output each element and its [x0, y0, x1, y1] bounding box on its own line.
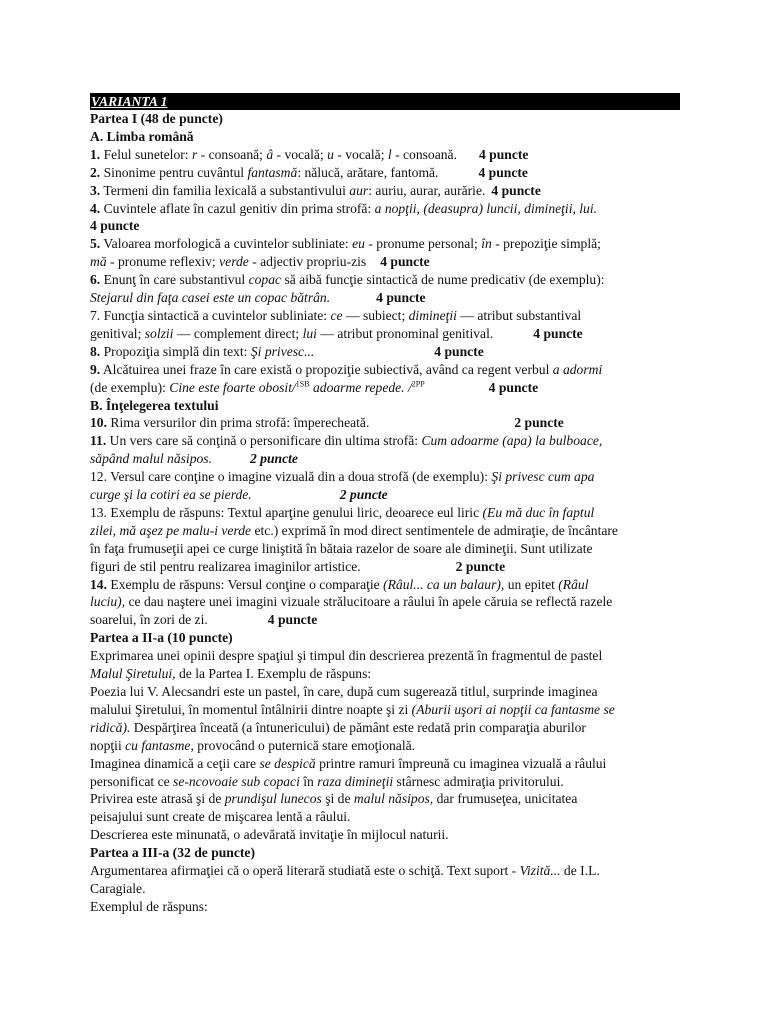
item-10	[90, 414, 680, 432]
item-term: în	[481, 236, 492, 252]
item-number: 8.	[90, 343, 101, 359]
part3-line: Exemplul de răspuns:	[90, 898, 208, 914]
item-term: curge şi la cotiri ea se pierde.	[90, 487, 252, 503]
item-text: Enunţ în care substantivul	[100, 272, 249, 288]
part2-text: provocând o puternică stare emoţională.	[193, 737, 416, 753]
item-4	[90, 200, 680, 218]
part2-text: dar frumuseţea, unicitatea	[433, 791, 578, 807]
item-8	[90, 343, 680, 361]
item-points: 2 puncte	[339, 487, 388, 503]
item-text: Exemplu de răspuns: Versul conţine o comparaţie	[107, 576, 384, 592]
item-term: l	[387, 146, 392, 162]
item-text: - pronume reflexiv;	[106, 254, 220, 270]
item-text: Un vers care să conţină o personificare din ultima strofă:	[106, 433, 422, 449]
part2-line: peisajului sunt create de mişcarea lentă a râului.	[90, 809, 351, 825]
item-term: u	[327, 146, 334, 162]
item-text: 13. Exemplu de răspuns: Textul aparţine genului liric, deoarece eul liric	[90, 504, 483, 520]
item-term: Cum adoarme (apa) la bulboace,	[421, 433, 603, 449]
item-term: săpând malul năsipos.	[90, 451, 212, 467]
item-term: ce	[330, 307, 343, 323]
item-text: 7. Funcţia sintactică a cuvintelor subliniate:	[90, 307, 331, 323]
item-7	[90, 307, 680, 325]
item-points: 4 puncte	[90, 218, 140, 234]
item-9-cont	[90, 379, 680, 397]
part2-line	[90, 755, 680, 773]
item-14	[90, 576, 680, 594]
part2-line: Descrierea este minunată, o adevărată invitaţie în mijlocul naturii.	[90, 827, 449, 843]
part1-title: Partea I (48 de puncte)	[90, 111, 223, 126]
part2-title: Partea a II-a (10 puncte)	[90, 630, 233, 646]
item-points: 4 puncte	[434, 343, 484, 359]
item-points: 4 puncte	[533, 325, 583, 341]
part2-text: şi de	[321, 791, 354, 807]
part2-line	[90, 737, 680, 755]
item-points: 2 puncte	[455, 558, 506, 574]
part2-text: nopţii	[90, 737, 126, 753]
item-13	[90, 504, 680, 522]
part2-text: Privirea este atrasă şi de	[90, 791, 225, 807]
part2-text: printre ramuri împreună cu imaginea vizuală a râului	[315, 755, 607, 771]
item-number: 2.	[90, 164, 101, 180]
item-number: 11.	[90, 433, 107, 449]
item-example: Stejarul din faţa casei este un copac bătrân.	[90, 290, 331, 306]
part2-quote: se-ncovoaie sub copaci	[173, 773, 300, 789]
item-13-cont	[90, 522, 680, 540]
item-points: 4 puncte	[267, 612, 318, 628]
section-a-heading: A. Limba română	[90, 128, 194, 144]
part3-title: Partea a III-a (32 de puncte)	[90, 845, 255, 861]
item-term: copac	[248, 272, 282, 288]
work-title: Vizită...	[519, 863, 561, 879]
item-text: 12. Versul care conţine o imagine vizuală din a doua strofă (de exemplu):	[90, 469, 492, 485]
item-14-cont	[90, 593, 680, 611]
item-5	[90, 235, 680, 253]
item-text: - vocală;	[273, 146, 328, 162]
part3-line	[90, 862, 680, 880]
item-term: verde	[219, 254, 249, 270]
item-superscript: 1SB	[295, 379, 310, 389]
item-example: adoarme repede. /	[309, 379, 412, 395]
item-3	[90, 182, 680, 200]
part2-quote: se despică	[259, 755, 316, 771]
item-points: 2 puncte	[249, 451, 298, 467]
item-points: 4 puncte	[488, 379, 539, 395]
item-number: 6.	[90, 272, 101, 288]
item-term: eu	[352, 236, 365, 252]
item-text: — atribut substantival	[456, 307, 582, 323]
part3-line: Caragiale.	[90, 880, 146, 896]
item-term: (Eu mă duc în faptul	[482, 504, 595, 520]
item-text: Alcătuirea unei fraze în care există o propoziţie subiectivă, având ca regent verbul	[100, 361, 553, 377]
item-example: Cine este foarte obosit/	[169, 379, 296, 395]
item-1	[90, 146, 680, 164]
item-points: 4 puncte	[376, 290, 426, 306]
part2-text: personificat ce	[90, 773, 174, 789]
item-number: 4.	[90, 200, 101, 216]
part2-text: de la Partea I. Exemplu de răspuns:	[175, 666, 372, 682]
item-term: r	[191, 146, 198, 162]
item-term: fantasmă	[247, 164, 298, 180]
item-2	[90, 164, 680, 182]
item-text: Sinonime pentru cuvântul	[100, 164, 248, 180]
item-superscript: 2PP	[411, 379, 425, 389]
item-text: (de exemplu):	[90, 379, 170, 395]
item-term: luciu),	[90, 594, 126, 610]
item-text: — subiect;	[342, 307, 409, 323]
item-11	[90, 432, 680, 450]
item-points: 2 puncte	[514, 415, 564, 431]
part2-line: Exprimarea unei opinii despre spaţiul şi timpul din descrierea prezentă în fragmentul de pastel	[90, 648, 603, 664]
item-term: mă	[90, 254, 107, 270]
item-9	[90, 361, 680, 379]
item-term: dimineţii	[408, 307, 457, 323]
item-term: lui	[302, 325, 317, 341]
item-number: 14.	[90, 576, 107, 592]
item-text: Felul sunetelor:	[100, 146, 192, 162]
item-text: - pronume personal;	[364, 236, 482, 252]
part2-quote: raza dimineţii	[317, 773, 394, 789]
item-12	[90, 468, 680, 486]
part2-line: Poezia lui V. Alecsandri este un pastel, în care, după cum sugerează titlul, surprinde imaginea	[90, 684, 598, 699]
part2-text: Imaginea dinamică a ceţii care	[90, 755, 260, 771]
item-6	[90, 271, 680, 289]
item-text: - prepoziţie simplă;	[491, 236, 601, 252]
part2-quote: prundişul lunecos	[224, 791, 322, 807]
item-text: - adjectiv propriu-zis	[248, 254, 367, 270]
item-text: : auriu, aurar, aurărie.	[368, 182, 486, 198]
part3-text: de I.L.	[560, 863, 600, 879]
item-points: 4 puncte	[478, 164, 528, 180]
item-text: Termeni din familia lexicală a substantivului	[100, 182, 350, 198]
item-12-cont	[90, 486, 680, 504]
item-5-cont	[90, 253, 680, 271]
item-text: - consoană.	[391, 146, 457, 162]
item-14-cont2	[90, 611, 680, 629]
item-term: Şi privesc...	[250, 343, 315, 359]
item-13-cont2: în faţa frumuseţii apei ce curge liniştită în bătaia razelor de soare ale dimineţii. Sunt utilizate	[90, 540, 593, 556]
part2-line	[90, 719, 680, 737]
item-term: (Râul	[558, 576, 589, 592]
item-text: etc.) exprimă în mod direct sentimentele de admiraţie, de încântare	[251, 522, 618, 538]
item-text: figuri de stil pentru realizarea imaginilor artistice.	[90, 558, 361, 574]
item-points: 4 puncte	[478, 146, 529, 162]
item-term: zilei, mă aşez pe malu-i verde	[90, 522, 252, 538]
item-text: ce dau naştere unei imagini vizuale strălucitoare a râului în apele căruia se reflectă razele	[125, 594, 613, 610]
section-b-heading: B. Înţelegerea textului	[90, 397, 219, 413]
poem-title: Malul Şiretului,	[90, 666, 176, 682]
item-term: a nopţii, (deasupra) luncii, dimineţii, lui.	[374, 200, 598, 216]
item-text: Valoarea morfologică a cuvintelor subliniate:	[100, 236, 353, 252]
item-term: aur	[349, 182, 369, 198]
part2-text: în	[299, 773, 318, 789]
item-number: 5.	[90, 236, 101, 252]
item-number: 3.	[90, 182, 101, 198]
part2-text: malului Şiretului, în momentul întâlnirii dintre noapte şi zi	[90, 701, 412, 717]
item-13-cont3	[90, 558, 680, 576]
part2-line	[90, 665, 680, 683]
item-text: — complement direct;	[173, 325, 303, 341]
item-text: Cuvintele aflate în cazul genitiv din prima strofă:	[100, 200, 375, 216]
item-text: soarelui, în zori de zi.	[90, 612, 208, 628]
item-number: 1.	[90, 146, 101, 162]
item-text: un epitet	[504, 576, 559, 592]
item-11-cont	[90, 450, 680, 468]
item-text: Propoziţia simplă din text:	[100, 343, 251, 359]
item-number: 9.	[90, 361, 101, 377]
part2-quote: (Aburii uşori ai nopţii ca fantasme se	[411, 701, 615, 717]
part2-text: Despărţirea înceată (a întunericului) de pământ este redată prin comparaţia aburilor	[130, 719, 586, 735]
part3-text: Argumentarea afirmaţiei că o operă literară studiată este o schiţă. Text suport -	[90, 863, 520, 879]
item-points: 4 puncte	[380, 254, 430, 270]
part2-text: stârnesc admiraţia privitorului.	[393, 773, 564, 789]
item-points: 4 puncte	[491, 182, 541, 198]
part2-quote: malul năsipos,	[353, 791, 434, 807]
item-term: (Râul... ca un balaur),	[383, 576, 505, 592]
item-term: Şi privesc cum apa	[491, 469, 595, 485]
item-text: să aibă funcţie sintactică de nume predicativ (de exemplu):	[281, 272, 605, 288]
item-7-cont	[90, 325, 680, 343]
item-number: 10.	[90, 415, 107, 431]
item-text: : nălucă, arătare, fantomă.	[297, 164, 439, 180]
part2-line	[90, 773, 680, 791]
item-term: â	[266, 146, 274, 162]
variant-banner: VARIANTA 1	[90, 93, 680, 110]
item-term: solzii	[144, 325, 174, 341]
item-term: a adormi	[552, 361, 603, 377]
part2-quote: ridică).	[90, 719, 131, 735]
item-6-cont	[90, 289, 680, 307]
document-page	[90, 93, 680, 916]
part2-quote: cu fantasme,	[125, 737, 194, 753]
item-text: genitival;	[90, 325, 145, 341]
item-text: - vocală;	[333, 146, 388, 162]
item-text: - consoană;	[197, 146, 267, 162]
part2-line	[90, 790, 680, 808]
part2-line	[90, 701, 680, 719]
item-text: — atribut pronominal genitival.	[316, 325, 494, 341]
item-text: Rima versurilor din prima strofă: împerecheată.	[107, 415, 370, 431]
